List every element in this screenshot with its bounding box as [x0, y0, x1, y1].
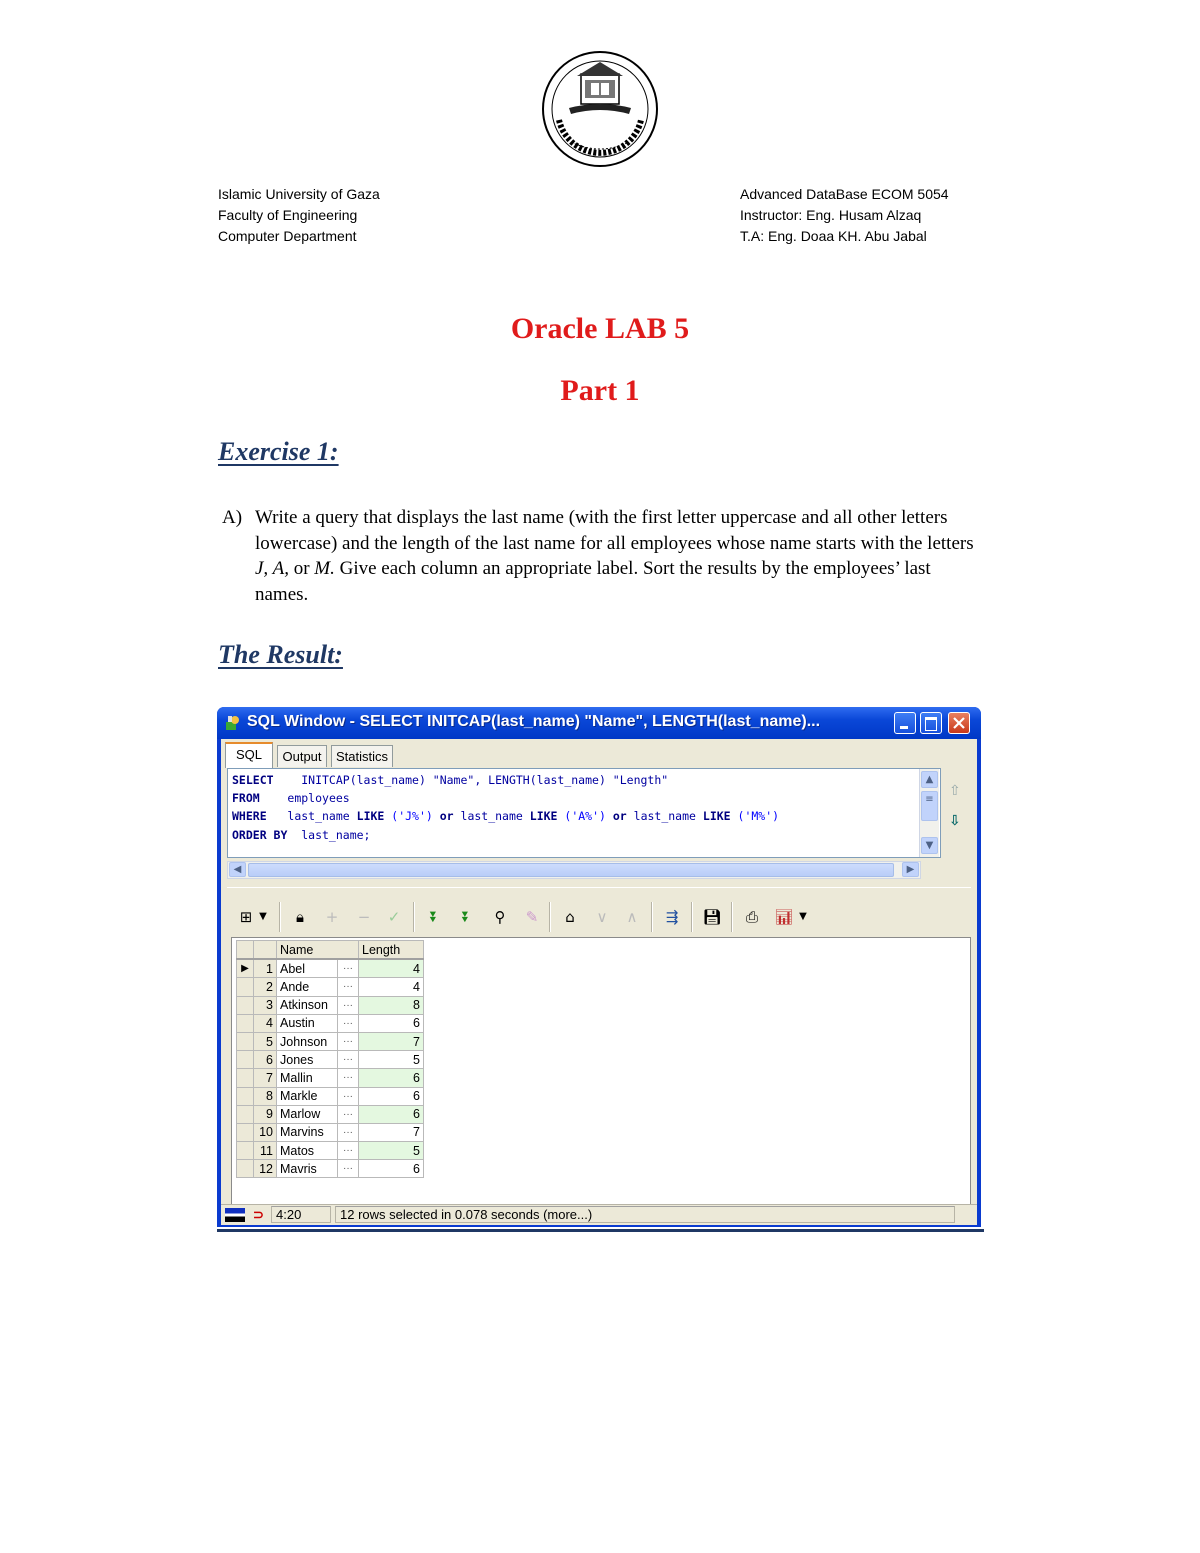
row-number: 11: [254, 1142, 277, 1160]
table-body: [237, 959, 424, 1178]
cell-name: Johnson: [277, 1032, 338, 1050]
cell-ellipsis-button[interactable]: ···: [338, 1032, 359, 1050]
instructor-name: Instructor: Eng. Husam Alzaq: [740, 207, 922, 223]
cell-name: Ande: [277, 978, 338, 996]
arrow-up-icon[interactable]: ⇧: [949, 783, 961, 799]
sql-code: [232, 771, 779, 844]
minimize-button[interactable]: [894, 712, 916, 734]
grid-layout-icon[interactable]: ⊞: [239, 908, 253, 926]
table-row[interactable]: [237, 1014, 424, 1032]
cell-ellipsis-button[interactable]: ···: [338, 1014, 359, 1032]
table-row[interactable]: [237, 1032, 424, 1050]
maximize-button[interactable]: [920, 712, 942, 734]
code-str3: ('M%'): [730, 809, 780, 824]
side-arrows: [947, 783, 967, 843]
cell-name: Mavris: [277, 1160, 338, 1178]
course-name: Advanced DataBase ECOM 5054: [740, 186, 949, 202]
row-indicator: [237, 1014, 254, 1032]
chevron-up-small-icon[interactable]: ∧: [626, 908, 638, 926]
code-where: WHERE: [232, 809, 267, 824]
document-title: Oracle LAB 5: [510, 312, 690, 345]
row-indicator: [237, 1160, 254, 1178]
window-title: SQL Window - SELECT INITCAP(last_name) "Name", LENGTH(last_name)...: [247, 713, 821, 730]
editor-vertical-scrollbar[interactable]: [919, 769, 939, 857]
code-from: FROM: [232, 791, 260, 806]
cell-ellipsis-button[interactable]: ···: [338, 1051, 359, 1069]
university-name: Islamic University of Gaza: [218, 186, 380, 202]
code-line2: employees: [259, 791, 350, 806]
status-message[interactable]: 12 rows selected in 0.078 seconds (more...): [335, 1206, 955, 1223]
task-letters: J, A,: [255, 558, 289, 579]
scroll-left-icon[interactable]: ◀: [229, 862, 246, 877]
scroll-down-icon[interactable]: ▼: [921, 837, 938, 854]
cell-name: Marvins: [277, 1123, 338, 1141]
document-subtitle: Part 1: [560, 374, 640, 407]
exercise-heading: Exercise 1:: [218, 437, 339, 466]
status-bar: [221, 1204, 977, 1225]
exercise-task: [222, 505, 982, 607]
tab-statistics[interactable]: Statistics: [331, 745, 393, 767]
post-changes-icon[interactable]: ✓: [387, 908, 401, 926]
task-text-part2: Give each column an appropriate label. Sort the results by the employees’ last names.: [255, 558, 931, 605]
row-indicator: [237, 1142, 254, 1160]
row-indicator: [237, 1051, 254, 1069]
break-icon[interactable]: ⊃: [253, 1207, 264, 1222]
row-indicator: [237, 1087, 254, 1105]
binoculars-icon[interactable]: ⚲: [494, 908, 506, 926]
cell-name: Atkinson: [277, 996, 338, 1014]
close-icon: [953, 717, 965, 729]
code-like1: LIKE: [356, 809, 385, 824]
code-line1: INITCAP(last_name) "Name", LENGTH(last_name) "Length": [273, 773, 669, 787]
result-heading: The Result:: [218, 640, 343, 669]
cell-ellipsis-button[interactable]: ···: [338, 1142, 359, 1160]
cell-ellipsis-button[interactable]: ···: [338, 959, 359, 978]
editor-horizontal-scrollbar[interactable]: [227, 861, 921, 879]
row-number: 2: [254, 978, 277, 996]
table-row[interactable]: [237, 996, 424, 1014]
cell-name: Marlow: [277, 1105, 338, 1123]
cell-ellipsis-button[interactable]: ···: [338, 1123, 359, 1141]
cell-name: Abel: [277, 959, 338, 978]
code-l3c: last_name: [626, 809, 703, 824]
code-str2: ('A%'): [557, 809, 613, 824]
cell-name: Austin: [277, 1014, 338, 1032]
lock-icon[interactable]: 🔒︎: [296, 908, 304, 926]
cell-length: 6: [359, 1160, 424, 1178]
cell-length: 5: [359, 1142, 424, 1160]
row-number: 10: [254, 1123, 277, 1141]
fetch-last-icon[interactable]: ⏬︎: [462, 908, 470, 926]
cell-length: 4: [359, 959, 424, 978]
result-grid: [231, 937, 971, 1205]
add-row-icon[interactable]: +: [325, 908, 339, 926]
row-number: 5: [254, 1032, 277, 1050]
cell-length: 7: [359, 1123, 424, 1141]
code-l3a: last_name: [266, 809, 357, 824]
result-toolbar: [227, 887, 971, 938]
close-button[interactable]: [948, 712, 970, 734]
row-indicator: ▶: [237, 959, 254, 978]
code-orderby: ORDER BY: [232, 827, 288, 842]
row-number: 8: [254, 1087, 277, 1105]
sql-window-icon: [224, 714, 242, 732]
column-header-length[interactable]: Length: [359, 941, 424, 960]
row-number-header: [254, 941, 277, 960]
table-row[interactable]: [237, 959, 424, 978]
row-number: 6: [254, 1051, 277, 1069]
sql-window: [217, 707, 981, 1227]
cursor-position: 4:20: [271, 1206, 331, 1223]
row-indicator: [237, 1123, 254, 1141]
table-row[interactable]: [237, 1051, 424, 1069]
row-number: 7: [254, 1069, 277, 1087]
row-indicator: [237, 978, 254, 996]
row-indicator: [237, 1032, 254, 1050]
cell-ellipsis-button[interactable]: ···: [338, 1087, 359, 1105]
table-row[interactable]: [237, 1105, 424, 1123]
cell-ellipsis-button[interactable]: ···: [338, 978, 359, 996]
scroll-thumb[interactable]: ≡: [921, 791, 938, 821]
cell-ellipsis-button[interactable]: ···: [338, 996, 359, 1014]
code-select: SELECT: [232, 773, 274, 787]
table-row[interactable]: [237, 1087, 424, 1105]
cell-name: Markle: [277, 1087, 338, 1105]
code-l3b: last_name: [453, 809, 530, 824]
cell-length: 8: [359, 996, 424, 1014]
window-titlebar[interactable]: [217, 707, 981, 739]
cell-length: 6: [359, 1087, 424, 1105]
code-str1: ('J%'): [384, 809, 440, 824]
row-number: 4: [254, 1014, 277, 1032]
sql-editor[interactable]: [227, 768, 941, 858]
cell-ellipsis-button[interactable]: ···: [338, 1160, 359, 1178]
clear-icon[interactable]: ✎: [525, 908, 539, 926]
chevron-down-small-icon[interactable]: ∨: [596, 908, 608, 926]
cell-name: Matos: [277, 1142, 338, 1160]
row-indicator: [237, 1105, 254, 1123]
department-name: Computer Department: [218, 228, 357, 244]
row-number: 1: [254, 959, 277, 978]
indicator-header: [237, 941, 254, 960]
tab-sql[interactable]: SQL: [225, 742, 273, 768]
code-or1: or: [439, 809, 454, 824]
cell-length: 7: [359, 1032, 424, 1050]
code-like2: LIKE: [529, 809, 558, 824]
cell-length: 6: [359, 1105, 424, 1123]
tab-output[interactable]: Output: [277, 745, 327, 767]
row-indicator: [237, 1069, 254, 1087]
result-table: [236, 940, 424, 1178]
table-row[interactable]: [237, 1123, 424, 1141]
table-header-row: [237, 941, 424, 960]
maximize-icon: [925, 717, 937, 731]
print-icon[interactable]: ⎙: [745, 908, 758, 926]
export-icon[interactable]: ⇶: [665, 908, 679, 926]
cell-length: 6: [359, 1014, 424, 1032]
faculty-name: Faculty of Engineering: [218, 207, 358, 223]
task-or: or: [288, 558, 315, 579]
task-text-part1: Write a query that displays the last name (with the first letter uppercase and all other letters lowercase) and the length of the last name for all employees whose name starts with the letters: [255, 507, 974, 554]
cell-length: 5: [359, 1051, 424, 1069]
arrow-down-icon[interactable]: ⇩: [949, 813, 961, 829]
query-by-example-icon[interactable]: ⌂: [565, 908, 575, 926]
task-letter-m: M.: [314, 558, 335, 579]
row-number: 12: [254, 1160, 277, 1178]
column-header-name[interactable]: Name: [277, 941, 359, 960]
code-like3: LIKE: [702, 809, 731, 824]
cell-ellipsis-button[interactable]: ···: [338, 1105, 359, 1123]
scroll-right-icon[interactable]: ▶: [902, 862, 919, 877]
horizontal-scroll-thumb[interactable]: [248, 863, 894, 877]
chart-icon[interactable]: 📊︎: [774, 908, 794, 926]
code-or2: or: [612, 809, 627, 824]
save-icon[interactable]: 💾︎: [702, 908, 722, 926]
task-label: A): [222, 507, 243, 528]
bottom-rule: [217, 1229, 984, 1232]
fetch-next-icon[interactable]: ⏬︎: [430, 908, 438, 926]
row-number: 9: [254, 1105, 277, 1123]
cell-name: Jones: [277, 1051, 338, 1069]
cell-length: 6: [359, 1069, 424, 1087]
cell-ellipsis-button[interactable]: ···: [338, 1069, 359, 1087]
table-row[interactable]: [237, 1069, 424, 1087]
row-number: 3: [254, 996, 277, 1014]
chevron-down-icon[interactable]: ▼: [259, 911, 267, 922]
ta-name: T.A: Eng. Doaa KH. Abu Jabal: [740, 228, 927, 244]
code-line4: last_name;: [287, 827, 371, 842]
university-logo: [541, 50, 659, 168]
cell-name: Mallin: [277, 1069, 338, 1087]
table-row[interactable]: [237, 978, 424, 996]
cell-length: 4: [359, 978, 424, 996]
table-row[interactable]: [237, 1160, 424, 1178]
header-right: [740, 184, 949, 247]
task-text: [255, 505, 982, 607]
header-left: [218, 184, 380, 247]
table-row[interactable]: [237, 1142, 424, 1160]
window-client: [221, 739, 977, 1223]
scroll-up-icon[interactable]: ▲: [921, 771, 938, 788]
editor-status-icon: [225, 1208, 245, 1222]
minimize-icon: [900, 726, 908, 729]
remove-row-icon[interactable]: −: [357, 908, 371, 926]
row-indicator: [237, 996, 254, 1014]
chart-dropdown-icon[interactable]: ▼: [799, 911, 807, 922]
